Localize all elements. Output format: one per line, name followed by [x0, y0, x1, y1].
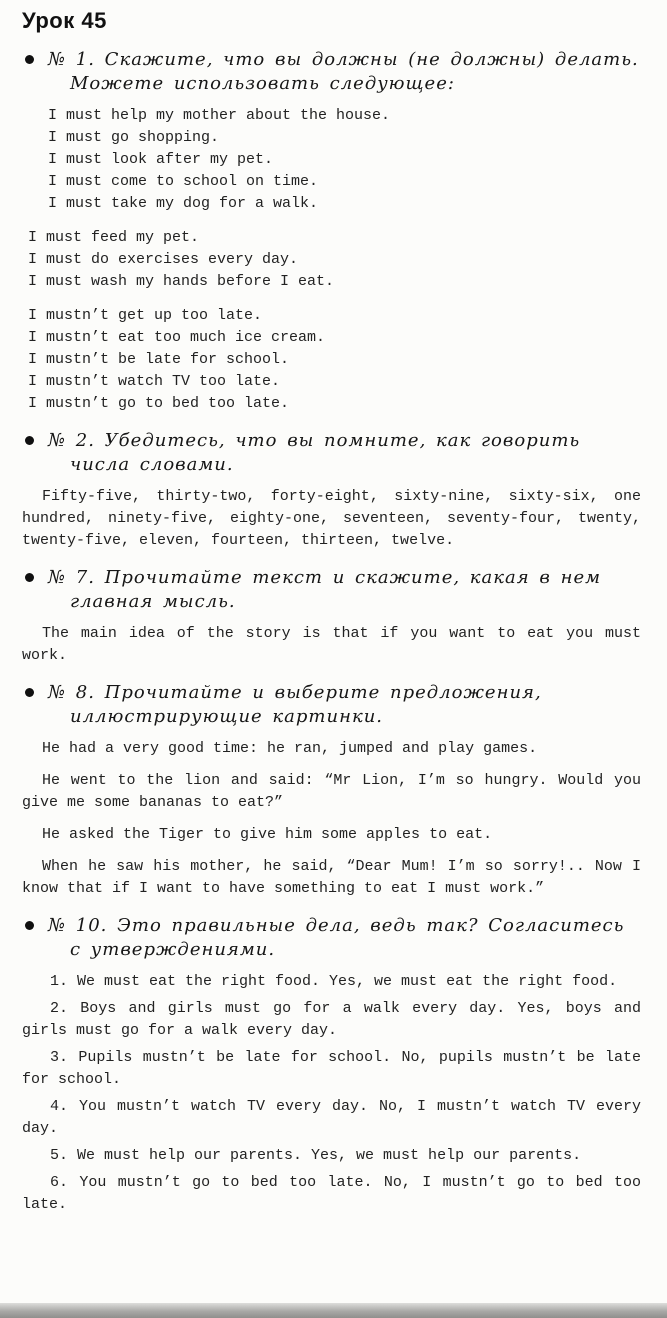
- list-item: 5. We must help our parents. Yes, we must help our parents.: [50, 1147, 582, 1164]
- exercise-number: № 2.: [48, 430, 95, 451]
- sentence-line: I must feed my pet.: [28, 229, 200, 246]
- list-item: 4. You mustn’t watch TV every day. No, I mustn’t watch TV every day.: [22, 1098, 641, 1137]
- sentence-group: [28, 305, 641, 415]
- sentence-group: [48, 105, 641, 215]
- paragraph: He asked the Tiger to give him some apples to eat.: [42, 826, 493, 843]
- exercise-instruction: [22, 914, 641, 962]
- bullet-icon: [25, 688, 34, 697]
- bullet-icon: [25, 573, 34, 582]
- sentence-line: I must help my mother about the house.: [48, 107, 391, 124]
- paragraph: He had a very good time: he ran, jumped and play games.: [42, 740, 538, 757]
- page-title: Урок 45: [22, 8, 107, 33]
- paragraph: The main idea of the story is that if you want to eat you must work.: [22, 625, 641, 664]
- paragraph: When he saw his mother, he said, “Dear Mum! I’m so sorry!.. Now I know that if I want to have something to eat I must work.”: [22, 858, 641, 897]
- sentence-line: I must come to school on time.: [48, 173, 319, 190]
- sentence-line: I must go shopping.: [48, 129, 220, 146]
- exercise-number: № 8.: [48, 682, 95, 703]
- exercise-instruction: [22, 681, 641, 729]
- exercise-section-1: [22, 48, 641, 415]
- exercise-instruction-text: Убедитесь, что вы помните, как говорить числа словами.: [70, 430, 581, 475]
- exercise-section-8: [22, 681, 641, 900]
- bullet-icon: [25, 436, 34, 445]
- exercise-number: № 1.: [48, 49, 95, 70]
- exercise-instruction: [22, 48, 641, 96]
- paragraph: Fifty-five, thirty-two, forty-eight, sixty-nine, sixty-six, one hundred, ninety-five, eighty-one, seventeen, seventy-four, twenty, twenty-five, eleven, fourteen, thirteen, twelve.: [22, 488, 641, 549]
- exercise-section-2: [22, 429, 641, 552]
- list-item: 2. Boys and girls must go for a walk every day. Yes, boys and girls must go for a walk every day.: [22, 1000, 641, 1039]
- list-item: 6. You mustn’t go to bed too late. No, I mustn’t go to bed too late.: [22, 1174, 641, 1213]
- list-item: 3. Pupils mustn’t be late for school. No, pupils mustn’t be late for school.: [22, 1049, 641, 1088]
- sentence-line: I mustn’t eat too much ice cream.: [28, 329, 326, 346]
- sentence-line: I mustn’t get up too late.: [28, 307, 263, 324]
- scan-bottom-edge-artifact: [0, 1303, 667, 1318]
- exercise-number: № 7.: [48, 567, 95, 588]
- exercise-instruction-text: Скажите, что вы должны (не должны) делать. Можете использовать следующее:: [70, 49, 639, 94]
- exercise-instruction: [22, 429, 641, 477]
- exercise-number: № 10.: [48, 915, 108, 936]
- list-item: 1. We must eat the right food. Yes, we must eat the right food.: [50, 973, 618, 990]
- exercise-section-7: [22, 566, 641, 667]
- sentence-line: I mustn’t watch TV too late.: [28, 373, 281, 390]
- exercise-instruction-text: Прочитайте и выберите предложения, иллюстрирующие картинки.: [70, 682, 542, 727]
- sentence-line: I must look after my pet.: [48, 151, 274, 168]
- bullet-icon: [25, 921, 34, 930]
- sentence-line: I must take my dog for a walk.: [48, 195, 319, 212]
- exercise-instruction: [22, 566, 641, 614]
- sentence-line: I must do exercises every day.: [28, 251, 299, 268]
- sentence-line: I mustn’t go to bed too late.: [28, 395, 290, 412]
- exercise-instruction-text: Прочитайте текст и скажите, какая в нем главная мысль.: [70, 567, 602, 612]
- sentence-group: [28, 227, 641, 293]
- exercise-section-10: [22, 914, 641, 1216]
- paragraph: He went to the lion and said: “Mr Lion, I’m so hungry. Would you give me some bananas to eat?”: [22, 772, 641, 811]
- bullet-icon: [25, 55, 34, 64]
- sentence-line: I mustn’t be late for school.: [28, 351, 290, 368]
- exercise-instruction-text: Это правильные дела, ведь так? Согласитесь с утверждениями.: [70, 915, 625, 960]
- sentence-line: I must wash my hands before I eat.: [28, 273, 335, 290]
